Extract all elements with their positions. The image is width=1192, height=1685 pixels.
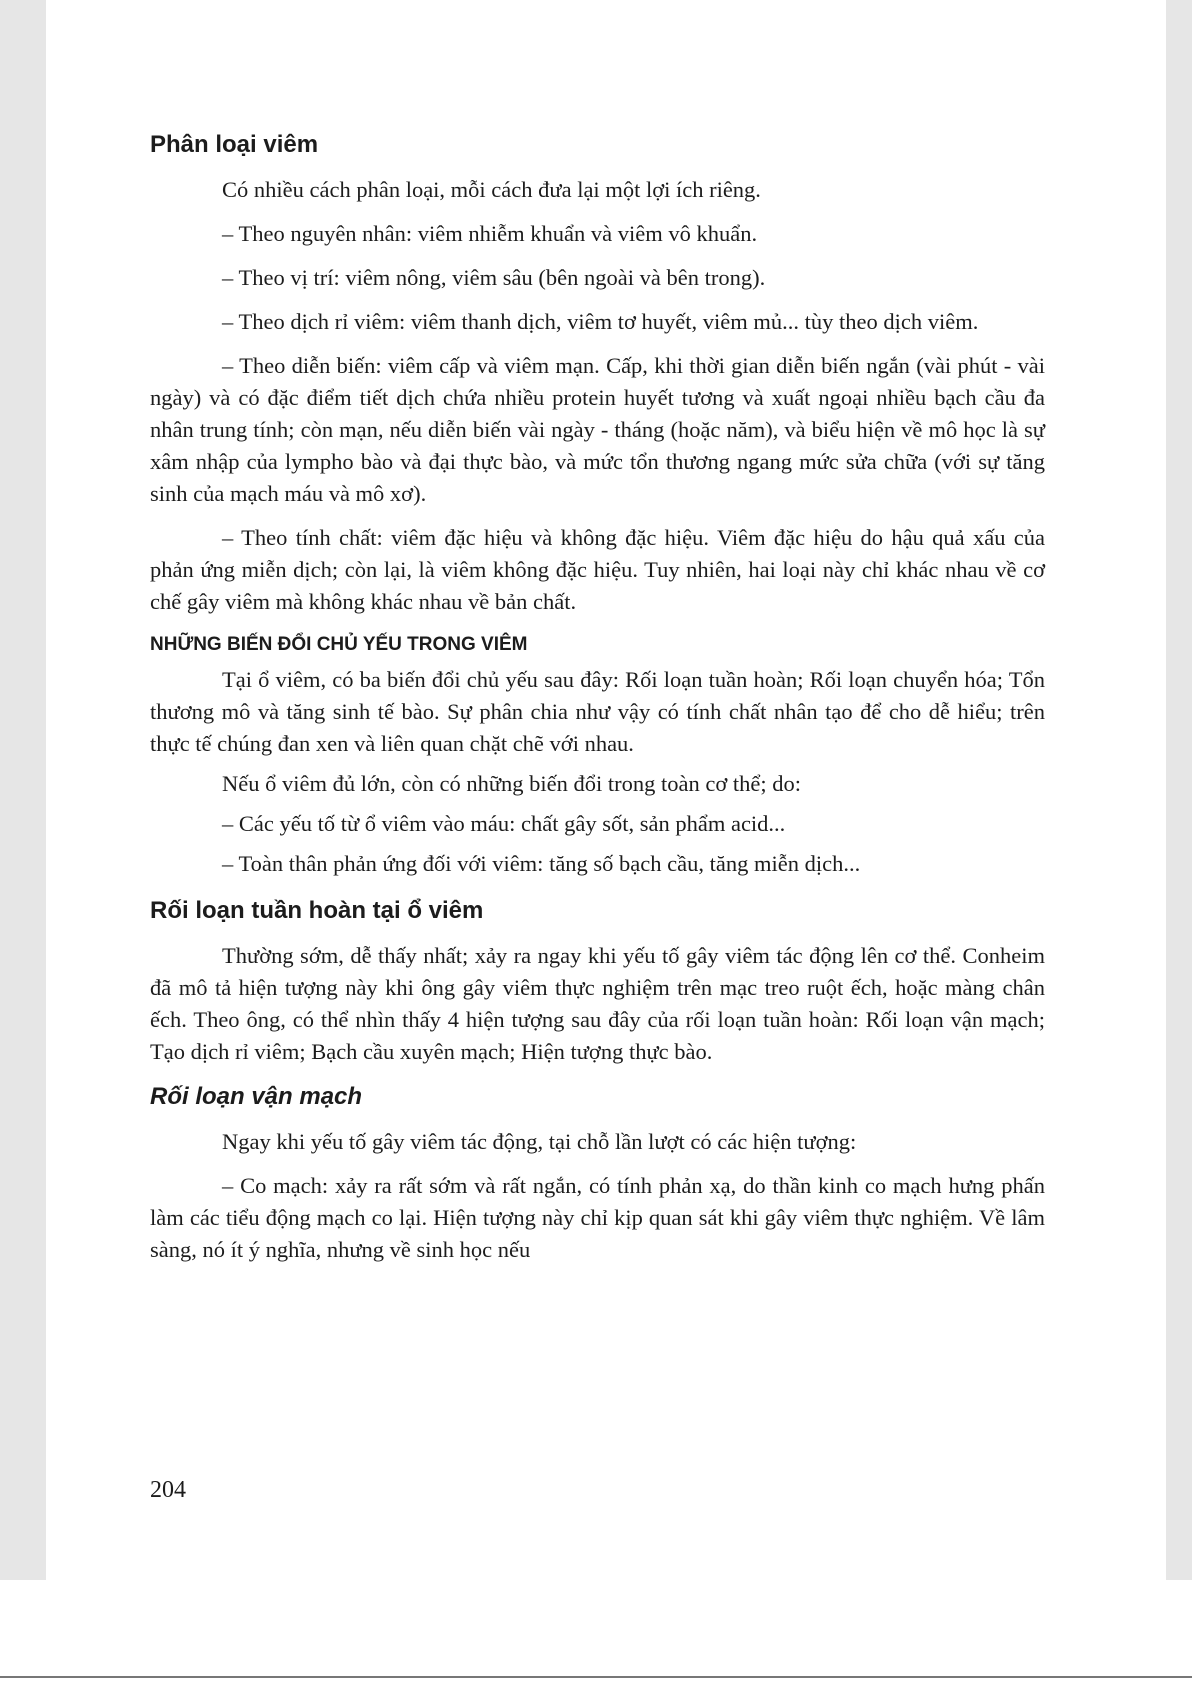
paragraph: Tại ổ viêm, có ba biến đổi chủ yếu sau đây: Rối loạn tuần hoàn; Rối loạn chuyển hóa; Tổn thương mô và tăng sinh tế bào. Sự phân chia như vậy có tính chất nhân tạo để cho dễ hiểu; trên thực tế chúng đan xen và liên quan chặt chẽ với nhau. — [150, 667, 1045, 756]
list-item: – Theo diễn biến: viêm cấp và viêm mạn. Cấp, khi thời gian diễn biến ngắn (vài phút - vài ngày) và có đặc điểm tiết dịch chứa nhiều protein huyết tương và xuất ngoại nhiều bạch cầu đa nhân trung tính; còn mạn, nếu diễn biến vài ngày - tháng (hoặc năm), và biểu hiện về mô học là sự xâm nhập của lympho bào và đại thực bào, và mức tổn thương ngang mức sửa chữa (với sự tăng sinh của mạch máu và mô xơ). — [150, 353, 1045, 506]
heading-vasomotor-disorder: Rối loạn vận mạch — [150, 1083, 363, 1110]
right-margin-strip — [1166, 0, 1192, 1580]
paragraph: Ngay khi yếu tố gây viêm tác động, tại chỗ lần lượt có các hiện tượng: — [222, 1129, 857, 1154]
heading-main-changes: NHỮNG BIẾN ĐỔI CHỦ YẾU TRONG VIÊM — [150, 634, 528, 655]
paragraph: Nếu ổ viêm đủ lớn, còn có những biến đổi trong toàn cơ thể; do: — [222, 771, 802, 796]
list-item: – Theo nguyên nhân: viêm nhiễm khuẩn và viêm vô khuẩn. — [222, 221, 758, 246]
page-number: 204 — [150, 1477, 186, 1503]
list-item: – Theo dịch rỉ viêm: viêm thanh dịch, viêm tơ huyết, viêm mủ... tùy theo dịch viêm. — [222, 309, 979, 334]
paragraph: Thường sớm, dễ thấy nhất; xảy ra ngay khi yếu tố gây viêm tác động lên cơ thể. Conheim đã mô tả hiện tượng này khi ông gây viêm thực nghiệm trên mạc treo ruột ếch, hoặc màng chân ếch. Theo ông, có thể nhìn thấy 4 hiện tượng sau đây của rối loạn tuần hoàn: Rối loạn vận mạch; Tạo dịch rỉ viêm; Bạch cầu xuyên mạch; Hiện tượng thực bào. — [150, 943, 1045, 1064]
list-item: – Theo vị trí: viêm nông, viêm sâu (bên ngoài và bên trong). — [222, 265, 766, 290]
heading-circulation-disorder: Rối loạn tuần hoàn tại ổ viêm — [150, 897, 484, 924]
list-item: – Theo tính chất: viêm đặc hiệu và không đặc hiệu. Viêm đặc hiệu do hậu quả xấu của phản ứng miễn dịch; còn lại, là viêm không đặc hiệu. Tuy nhiên, hai loại này chỉ khác nhau về cơ chế gây viêm mà không khác nhau về bản chất. — [150, 525, 1045, 614]
list-item: – Toàn thân phản ứng đối với viêm: tăng số bạch cầu, tăng miễn dịch... — [222, 851, 861, 876]
page-body — [150, 128, 1045, 1278]
paragraph: Có nhiều cách phân loại, mỗi cách đưa lại một lợi ích riêng. — [222, 177, 761, 202]
bottom-divider — [0, 1676, 1192, 1678]
heading-classification: Phân loại viêm — [150, 131, 319, 158]
left-margin-strip — [0, 0, 46, 1580]
bottom-area — [0, 1580, 1192, 1685]
list-item: – Các yếu tố từ ổ viêm vào máu: chất gây sốt, sản phẩm acid... — [222, 811, 786, 836]
list-item: – Co mạch: xảy ra rất sớm và rất ngắn, có tính phản xạ, do thần kinh co mạch hưng phấn làm các tiểu động mạch co lại. Hiện tượng này chỉ kịp quan sát khi gây viêm thực nghiệm. Về lâm sàng, nó ít ý nghĩa, nhưng về sinh học nếu — [150, 1173, 1045, 1262]
